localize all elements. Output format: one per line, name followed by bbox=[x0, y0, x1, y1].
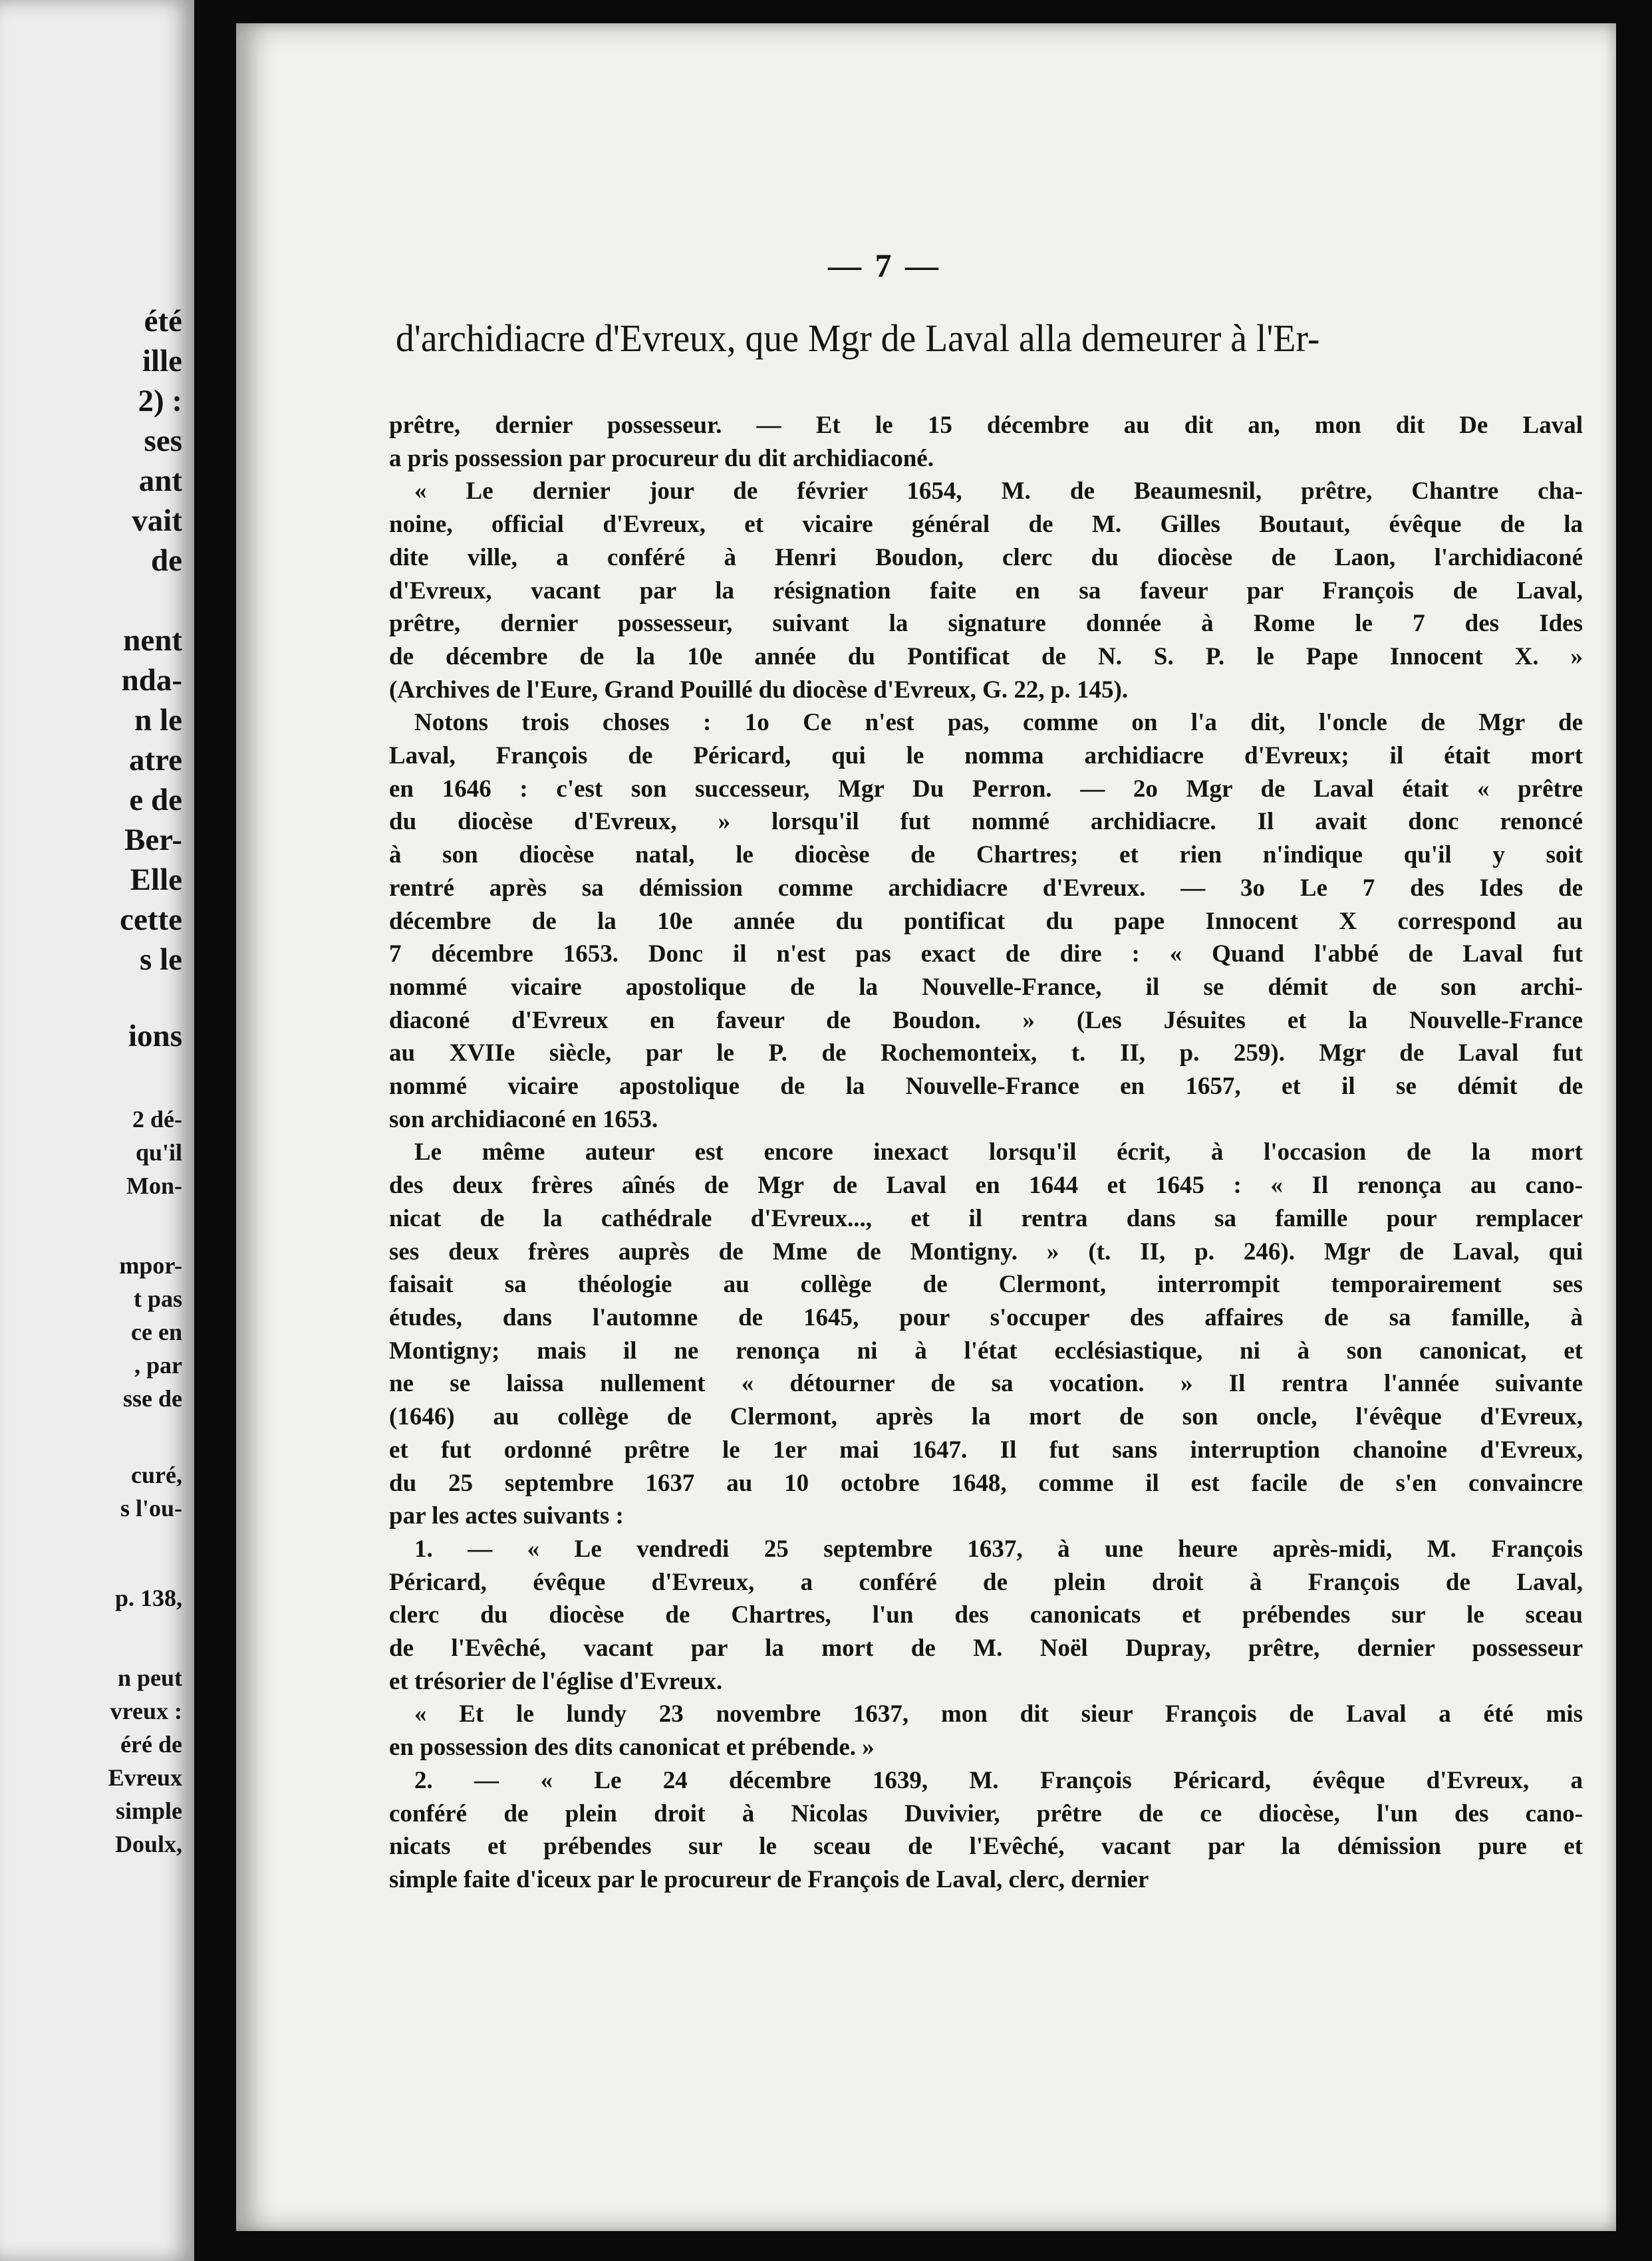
left-page-fragment: cette bbox=[120, 902, 182, 937]
text-line: conféré de plein droit à Nicolas Duvivier, prêtre de ce diocèse, l'un des cano- bbox=[389, 1799, 1583, 1827]
text-line: (1646) au collège de Clermont, après la mort de son oncle, l'évêque d'Evreux, bbox=[389, 1403, 1583, 1431]
text-line: à son diocèse natal, le diocèse de Chartres; et rien n'indique qu'il y soit bbox=[389, 841, 1583, 869]
text-line: son archidiaconé en 1653. bbox=[389, 1105, 658, 1133]
left-page-fragment: n le bbox=[134, 703, 182, 737]
left-page-fragment: n peut bbox=[117, 1664, 182, 1691]
left-page-fragment: Mon- bbox=[126, 1172, 182, 1199]
paragraph bbox=[389, 1136, 1583, 1532]
left-page-fragment: ce en bbox=[131, 1319, 182, 1345]
left-page-fragment: s le bbox=[140, 942, 182, 977]
left-page-fragment: Elle bbox=[130, 863, 182, 897]
left-page-fragment: 2) : bbox=[138, 384, 182, 418]
text-line: nommé vicaire apostolique de la Nouvelle-France en 1657, et il se démit de bbox=[389, 1073, 1583, 1101]
text-line: études, dans l'automne de 1645, pour s'occuper des affaires de sa famille, à bbox=[389, 1303, 1583, 1331]
left-page-fragment: atre bbox=[128, 743, 182, 777]
left-page-fragment: éré de bbox=[120, 1731, 182, 1758]
left-page-fragment: de bbox=[151, 543, 182, 578]
text-line: au XVIIe siècle, par le P. de Rochemonteix, t. II, p. 259). Mgr de Laval fut bbox=[389, 1039, 1583, 1067]
book-page bbox=[236, 23, 1616, 2231]
left-page-fragment: p. 138, bbox=[114, 1585, 182, 1611]
left-page-fragment: nent bbox=[123, 623, 182, 658]
text-line: décembre de la 10e année du pontificat du pape Innocent X correspond au bbox=[389, 907, 1583, 935]
body-text bbox=[389, 409, 1583, 1897]
left-page-fragment: ant bbox=[138, 464, 182, 498]
text-line: 1. — « Le vendredi 25 septembre 1637, à une heure après-midi, M. François bbox=[414, 1535, 1583, 1563]
text-line: dite ville, a conféré à Henri Boudon, clerc du diocèse de Laon, l'archidiaconé bbox=[389, 543, 1583, 571]
text-line: simple faite d'iceux par le procureur de François de Laval, clerc, dernier bbox=[389, 1865, 1149, 1893]
left-page-fragment: s l'ou- bbox=[120, 1495, 182, 1522]
text-line: Montigny; mais il ne renonça ni à l'état ecclésiastique, ni à son canonicat, et bbox=[389, 1337, 1583, 1365]
text-line: prêtre, dernier possesseur, suivant la signature donnée à Rome le 7 des Ides bbox=[389, 610, 1583, 638]
text-line: de décembre de la 10e année du Pontificat de N. S. P. le Pape Innocent X. » bbox=[389, 642, 1583, 670]
left-page-fragment: ses bbox=[144, 424, 182, 458]
text-line: en 1646 : c'est son successeur, Mgr Du Perron. — 2o Mgr de Laval était « prêtre bbox=[389, 775, 1583, 803]
text-line: nicats et prébendes sur le sceau de l'Evêché, vacant par la démission pure et bbox=[389, 1833, 1583, 1861]
text-line: 2. — « Le 24 décembre 1639, M. François Péricard, évêque d'Evreux, a bbox=[414, 1766, 1583, 1794]
left-facing-page bbox=[0, 0, 194, 2261]
left-page-fragment: 2 dé- bbox=[132, 1106, 182, 1132]
left-page-fragment: vreux : bbox=[110, 1698, 182, 1724]
left-page-fragment: curé, bbox=[131, 1462, 182, 1488]
text-line: des deux frères aînés de Mgr de Laval en 1644 et 1645 : « Il renonça au cano- bbox=[389, 1172, 1583, 1200]
left-page-fragment: Ber- bbox=[124, 823, 182, 857]
text-line: de l'Evêché, vacant par la mort de M. Noël Dupray, prêtre, dernier possesseur bbox=[389, 1635, 1583, 1662]
text-line: et fut ordonné prêtre le 1er mai 1647. Il fut sans interruption chanoine d'Evreux, bbox=[389, 1436, 1583, 1464]
left-page-fragment: nda- bbox=[121, 663, 182, 698]
text-line: Laval, François de Péricard, qui le nomma archidiacre d'Evreux; il était mort bbox=[389, 742, 1583, 770]
text-line: nicat de la cathédrale d'Evreux..., et il rentra dans sa famille pour remplacer bbox=[389, 1204, 1583, 1232]
text-line: Notons trois choses : 1o Ce n'est pas, comme on l'a dit, l'oncle de Mgr de bbox=[414, 709, 1583, 737]
paragraph bbox=[389, 706, 1583, 1136]
text-line: et trésorier de l'église d'Evreux. bbox=[389, 1667, 723, 1695]
text-line: du diocèse d'Evreux, » lorsqu'il fut nommé archidiacre. Il avait donc renoncé bbox=[389, 808, 1583, 836]
page-number: — 7 — bbox=[828, 247, 941, 284]
left-page-fragment: sse de bbox=[123, 1385, 182, 1412]
text-line: diaconé d'Evreux en faveur de Boudon. » (Les Jésuites et la Nouvelle-France bbox=[389, 1006, 1583, 1034]
text-line: « Le dernier jour de février 1654, M. de Beaumesnil, prêtre, Chantre cha- bbox=[414, 477, 1583, 505]
left-page-fragment: , par bbox=[134, 1352, 182, 1379]
text-line: en possession des dits canonicat et prébende. » bbox=[389, 1734, 875, 1762]
paragraph bbox=[389, 1764, 1583, 1897]
left-page-fragment: Doulx, bbox=[114, 1831, 182, 1857]
left-page-fragment: vait bbox=[132, 503, 182, 538]
text-line: Le même auteur est encore inexact lorsqu'il écrit, à l'occasion de la mort bbox=[414, 1138, 1583, 1166]
paragraph bbox=[389, 1533, 1583, 1698]
left-page-fragment: mpor- bbox=[119, 1252, 182, 1279]
left-page-fragment: t pas bbox=[133, 1285, 182, 1312]
text-line: a pris possession par procureur du dit archidiaconé. bbox=[389, 444, 934, 472]
text-line: ne se laissa nullement « détourner de sa vocation. » Il rentra l'année suivante bbox=[389, 1370, 1583, 1398]
text-line: « Et le lundy 23 novembre 1637, mon dit sieur François de Laval a été mis bbox=[414, 1700, 1583, 1728]
text-line: faisait sa théologie au collège de Clermont, interrompit temporairement ses bbox=[389, 1271, 1583, 1299]
text-line: par les actes suivants : bbox=[389, 1502, 624, 1530]
left-page-fragment: Evreux bbox=[108, 1764, 182, 1791]
paragraph bbox=[389, 475, 1583, 706]
left-page-fragment: été bbox=[144, 304, 182, 338]
left-page-fragment: ille bbox=[142, 344, 182, 378]
text-line: du 25 septembre 1637 au 10 octobre 1648, comme il est facile de s'en convaincre bbox=[389, 1469, 1583, 1497]
running-head: d'archidiacre d'Evreux, que Mgr de Laval alla demeurer à l'Er- bbox=[396, 317, 1320, 360]
left-page-fragment: qu'il bbox=[135, 1139, 182, 1166]
left-page-fragment: simple bbox=[115, 1797, 182, 1824]
text-line: prêtre, dernier possesseur. — Et le 15 décembre au dit an, mon dit De Laval bbox=[389, 412, 1583, 439]
text-line: clerc du diocèse de Chartres, l'un des canonicats et prébendes sur le sceau bbox=[389, 1601, 1583, 1629]
paragraph bbox=[389, 1698, 1583, 1764]
left-page-fragment: e de bbox=[129, 783, 182, 817]
text-line: Péricard, évêque d'Evreux, a conféré de plein droit à François de Laval, bbox=[389, 1568, 1583, 1596]
text-line: noine, official d'Evreux, et vicaire général de M. Gilles Boutaut, évêque de la bbox=[389, 511, 1583, 539]
left-page-fragment: ions bbox=[128, 1019, 182, 1053]
text-line: d'Evreux, vacant par la résignation faite en sa faveur par François de Laval, bbox=[389, 577, 1583, 604]
text-line: 7 décembre 1653. Donc il n'est pas exact de dire : « Quand l'abbé de Laval fut bbox=[389, 940, 1583, 968]
paragraph bbox=[389, 409, 1583, 475]
text-line: nommé vicaire apostolique de la Nouvelle-France, il se démit de son archi- bbox=[389, 973, 1583, 1001]
text-line: (Archives de l'Eure, Grand Pouillé du diocèse d'Evreux, G. 22, p. 145). bbox=[389, 676, 1129, 704]
text-line: ses deux frères auprès de Mme de Montigny. » (t. II, p. 246). Mgr de Laval, qui bbox=[389, 1238, 1583, 1265]
text-line: rentré après sa démission comme archidiacre d'Evreux. — 3o Le 7 des Ides de bbox=[389, 874, 1583, 902]
